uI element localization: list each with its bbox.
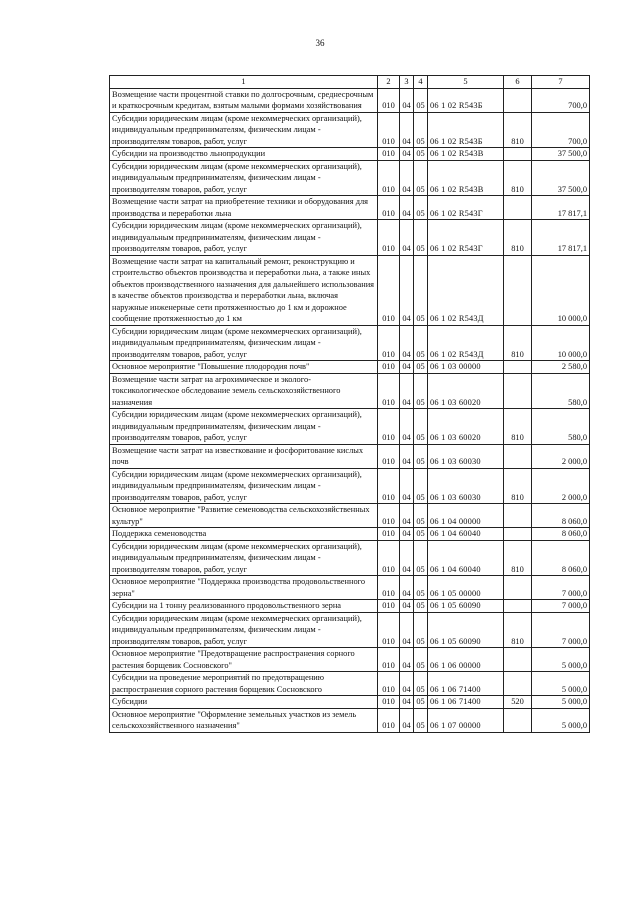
row-section: 04 [400,444,414,468]
row-admin-code: 010 [378,148,400,161]
row-amount: 5 000,0 [532,696,590,709]
row-amount: 7 000,0 [532,612,590,648]
row-admin-code: 010 [378,648,400,672]
row-expense-type: 810 [504,540,532,576]
row-expense-type: 810 [504,160,532,196]
row-subsection: 05 [414,148,428,161]
row-name: Возмещение части процентной ставки по долгосрочным, среднесрочным и краткосрочным кредитам, взятым малыми формами хозяйствования [110,88,378,112]
row-admin-code: 010 [378,444,400,468]
row-amount: 2 580,0 [532,361,590,374]
row-expense-type: 810 [504,220,532,256]
row-expense-type [504,528,532,541]
row-amount: 5 000,0 [532,648,590,672]
row-admin-code: 010 [378,361,400,374]
row-section: 04 [400,612,414,648]
row-admin-code: 010 [378,255,400,325]
table-row [110,576,590,600]
table-row [110,672,590,696]
row-section: 04 [400,528,414,541]
row-admin-code: 010 [378,112,400,148]
row-subsection: 05 [414,504,428,528]
row-target-article: 06 1 03 00000 [428,361,504,374]
table-row [110,648,590,672]
row-expense-type [504,255,532,325]
row-expense-type [504,504,532,528]
table-row [110,696,590,709]
row-admin-code: 010 [378,88,400,112]
row-expense-type [504,648,532,672]
row-target-article: 06 1 02 R543В [428,148,504,161]
row-name: Субсидии на проведение мероприятий по предотвращению распространения сорного растения борщевик Сосновского [110,672,378,696]
row-expense-type [504,148,532,161]
row-amount: 8 060,0 [532,504,590,528]
header-cell-5: 5 [428,76,504,89]
row-expense-type [504,361,532,374]
row-section: 04 [400,112,414,148]
row-section: 04 [400,672,414,696]
row-section: 04 [400,88,414,112]
table-row [110,504,590,528]
row-expense-type: 810 [504,612,532,648]
row-name: Субсидии юридическим лицам (кроме некоммерческих организаций), индивидуальным предпринимателям, физическим лицам - производителям товаров, работ, услуг [110,325,378,361]
row-name: Основное мероприятие "Повышение плодородия почв" [110,361,378,374]
page-number: 36 [315,38,325,48]
row-subsection: 05 [414,468,428,504]
row-section: 04 [400,361,414,374]
row-admin-code: 010 [378,409,400,445]
row-subsection: 05 [414,255,428,325]
row-expense-type [504,672,532,696]
row-subsection: 05 [414,361,428,374]
row-expense-type [504,708,532,732]
row-section: 04 [400,540,414,576]
row-amount: 2 000,0 [532,468,590,504]
row-section: 04 [400,696,414,709]
row-target-article: 06 1 05 00000 [428,576,504,600]
table-row [110,361,590,374]
table-row [110,196,590,220]
row-target-article: 06 1 04 60040 [428,528,504,541]
row-admin-code: 010 [378,196,400,220]
table-row [110,325,590,361]
row-expense-type [504,196,532,220]
row-section: 04 [400,648,414,672]
row-admin-code: 010 [378,540,400,576]
header-cell-7: 7 [532,76,590,89]
header-cell-1: 1 [110,76,378,89]
row-name: Субсидии юридическим лицам (кроме некоммерческих организаций), индивидуальным предпринимателям, физическим лицам - производителям товаров, работ, услуг [110,220,378,256]
row-section: 04 [400,708,414,732]
row-section: 04 [400,196,414,220]
row-name: Субсидии юридическим лицам (кроме некоммерческих организаций), индивидуальным предпринимателям, физическим лицам - производителям товаров, работ, услуг [110,409,378,445]
header-cell-6: 6 [504,76,532,89]
row-section: 04 [400,373,414,409]
row-expense-type [504,88,532,112]
row-amount: 17 817,1 [532,220,590,256]
row-subsection: 05 [414,696,428,709]
row-admin-code: 010 [378,600,400,613]
row-subsection: 05 [414,409,428,445]
row-target-article: 06 1 06 00000 [428,648,504,672]
row-section: 04 [400,160,414,196]
row-target-article: 06 1 02 R543Д [428,255,504,325]
row-subsection: 05 [414,672,428,696]
row-admin-code: 010 [378,373,400,409]
row-section: 04 [400,220,414,256]
row-expense-type [504,373,532,409]
row-name: Возмещение части затрат на капитальный ремонт, реконструкцию и строительство объектов производства и переработки льна, а также иных объектов производственного назначения для дальнейшего использования в качестве объектов производства и переработки льна, включая наружные инженерные сети протяженностью до 1 км и дорожное сообщение протяженностью до 1 км [110,255,378,325]
row-name: Основное мероприятие "Поддержка производства продовольственного зерна" [110,576,378,600]
row-name: Возмещение части затрат на известкование и фосфоритование кислых почв [110,444,378,468]
row-amount: 8 060,0 [532,540,590,576]
table-row [110,409,590,445]
row-name: Субсидии юридическим лицам (кроме некоммерческих организаций), индивидуальным предпринимателям, физическим лицам - производителям товаров, работ, услуг [110,540,378,576]
header-row [110,76,590,89]
row-admin-code: 010 [378,220,400,256]
table-row [110,148,590,161]
row-admin-code: 010 [378,708,400,732]
row-subsection: 05 [414,196,428,220]
row-amount: 580,0 [532,373,590,409]
row-target-article: 06 1 06 71400 [428,672,504,696]
row-admin-code: 010 [378,612,400,648]
row-admin-code: 010 [378,672,400,696]
row-subsection: 05 [414,600,428,613]
row-admin-code: 010 [378,504,400,528]
row-amount: 580,0 [532,409,590,445]
row-section: 04 [400,600,414,613]
table-row [110,88,590,112]
row-section: 04 [400,468,414,504]
row-section: 04 [400,576,414,600]
row-amount: 10 000,0 [532,325,590,361]
row-admin-code: 010 [378,160,400,196]
row-admin-code: 010 [378,528,400,541]
table-row [110,255,590,325]
row-name: Субсидии [110,696,378,709]
row-target-article: 06 1 03 60030 [428,444,504,468]
row-target-article: 06 1 07 00000 [428,708,504,732]
row-amount: 37 500,0 [532,148,590,161]
row-target-article: 06 1 02 R543В [428,160,504,196]
row-admin-code: 010 [378,468,400,504]
row-section: 04 [400,409,414,445]
row-amount: 7 000,0 [532,600,590,613]
row-admin-code: 010 [378,696,400,709]
row-section: 04 [400,325,414,361]
row-target-article: 06 1 02 R543Д [428,325,504,361]
row-amount: 700,0 [532,88,590,112]
row-expense-type: 810 [504,468,532,504]
row-expense-type: 810 [504,112,532,148]
table-row [110,600,590,613]
row-subsection: 05 [414,325,428,361]
row-subsection: 05 [414,444,428,468]
row-target-article: 06 1 02 R543Г [428,196,504,220]
row-subsection: 05 [414,576,428,600]
header-cell-4: 4 [414,76,428,89]
row-target-article: 06 1 05 60090 [428,612,504,648]
row-section: 04 [400,504,414,528]
row-expense-type [504,600,532,613]
row-section: 04 [400,255,414,325]
row-name: Субсидии на 1 тонну реализованного продовольственного зерна [110,600,378,613]
table-row [110,112,590,148]
row-amount: 5 000,0 [532,672,590,696]
row-target-article: 06 1 03 60030 [428,468,504,504]
row-target-article: 06 1 05 60090 [428,600,504,613]
row-name: Субсидии юридическим лицам (кроме некоммерческих организаций), индивидуальным предпринимателям, физическим лицам - производителям товаров, работ, услуг [110,468,378,504]
table-row [110,160,590,196]
row-expense-type [504,444,532,468]
row-expense-type [504,576,532,600]
row-amount: 10 000,0 [532,255,590,325]
row-amount: 37 500,0 [532,160,590,196]
row-target-article: 06 1 03 60020 [428,373,504,409]
row-target-article: 06 1 03 60020 [428,409,504,445]
row-target-article: 06 1 04 00000 [428,504,504,528]
row-subsection: 05 [414,220,428,256]
table-row [110,220,590,256]
table-row [110,373,590,409]
row-admin-code: 010 [378,325,400,361]
table-row [110,444,590,468]
row-amount: 17 817,1 [532,196,590,220]
budget-table [109,75,590,733]
table-row [110,708,590,732]
row-admin-code: 010 [378,576,400,600]
table-row [110,612,590,648]
row-amount: 2 000,0 [532,444,590,468]
row-amount: 8 060,0 [532,528,590,541]
row-subsection: 05 [414,648,428,672]
row-target-article: 06 1 04 60040 [428,540,504,576]
row-amount: 700,0 [532,112,590,148]
table-row [110,540,590,576]
row-name: Основное мероприятие "Оформление земельных участков из земель сельскохозяйственного назначения" [110,708,378,732]
row-subsection: 05 [414,88,428,112]
row-subsection: 05 [414,528,428,541]
row-subsection: 05 [414,708,428,732]
row-subsection: 05 [414,112,428,148]
row-amount: 7 000,0 [532,576,590,600]
row-subsection: 05 [414,612,428,648]
header-cell-2: 2 [378,76,400,89]
table-row [110,528,590,541]
row-name: Основное мероприятие "Развитие семеноводства сельскохозяйственных культур" [110,504,378,528]
row-expense-type: 810 [504,409,532,445]
row-section: 04 [400,148,414,161]
row-name: Поддержка семеноводства [110,528,378,541]
row-target-article: 06 1 02 R543Б [428,112,504,148]
row-name: Возмещение части затрат на агрохимическое и эколого-токсикологическое обследование земель сельскохозяйственного назначения [110,373,378,409]
row-name: Субсидии юридическим лицам (кроме некоммерческих организаций), индивидуальным предпринимателям, физическим лицам - производителям товаров, работ, услуг [110,612,378,648]
row-amount: 5 000,0 [532,708,590,732]
row-expense-type: 520 [504,696,532,709]
row-name: Субсидии на производство льнопродукции [110,148,378,161]
row-expense-type: 810 [504,325,532,361]
row-target-article: 06 1 02 R543Б [428,88,504,112]
row-name: Основное мероприятие "Предотвращение распространения сорного растения борщевик Сосновского" [110,648,378,672]
table-row [110,468,590,504]
row-subsection: 05 [414,373,428,409]
row-subsection: 05 [414,540,428,576]
row-target-article: 06 1 06 71400 [428,696,504,709]
row-name: Возмещение части затрат на приобретение техники и оборудования для производства и переработки льна [110,196,378,220]
header-cell-3: 3 [400,76,414,89]
row-name: Субсидии юридическим лицам (кроме некоммерческих организаций), индивидуальным предпринимателям, физическим лицам - производителям товаров, работ, услуг [110,160,378,196]
row-subsection: 05 [414,160,428,196]
row-name: Субсидии юридическим лицам (кроме некоммерческих организаций), индивидуальным предпринимателям, физическим лицам - производителям товаров, работ, услуг [110,112,378,148]
row-target-article: 06 1 02 R543Г [428,220,504,256]
